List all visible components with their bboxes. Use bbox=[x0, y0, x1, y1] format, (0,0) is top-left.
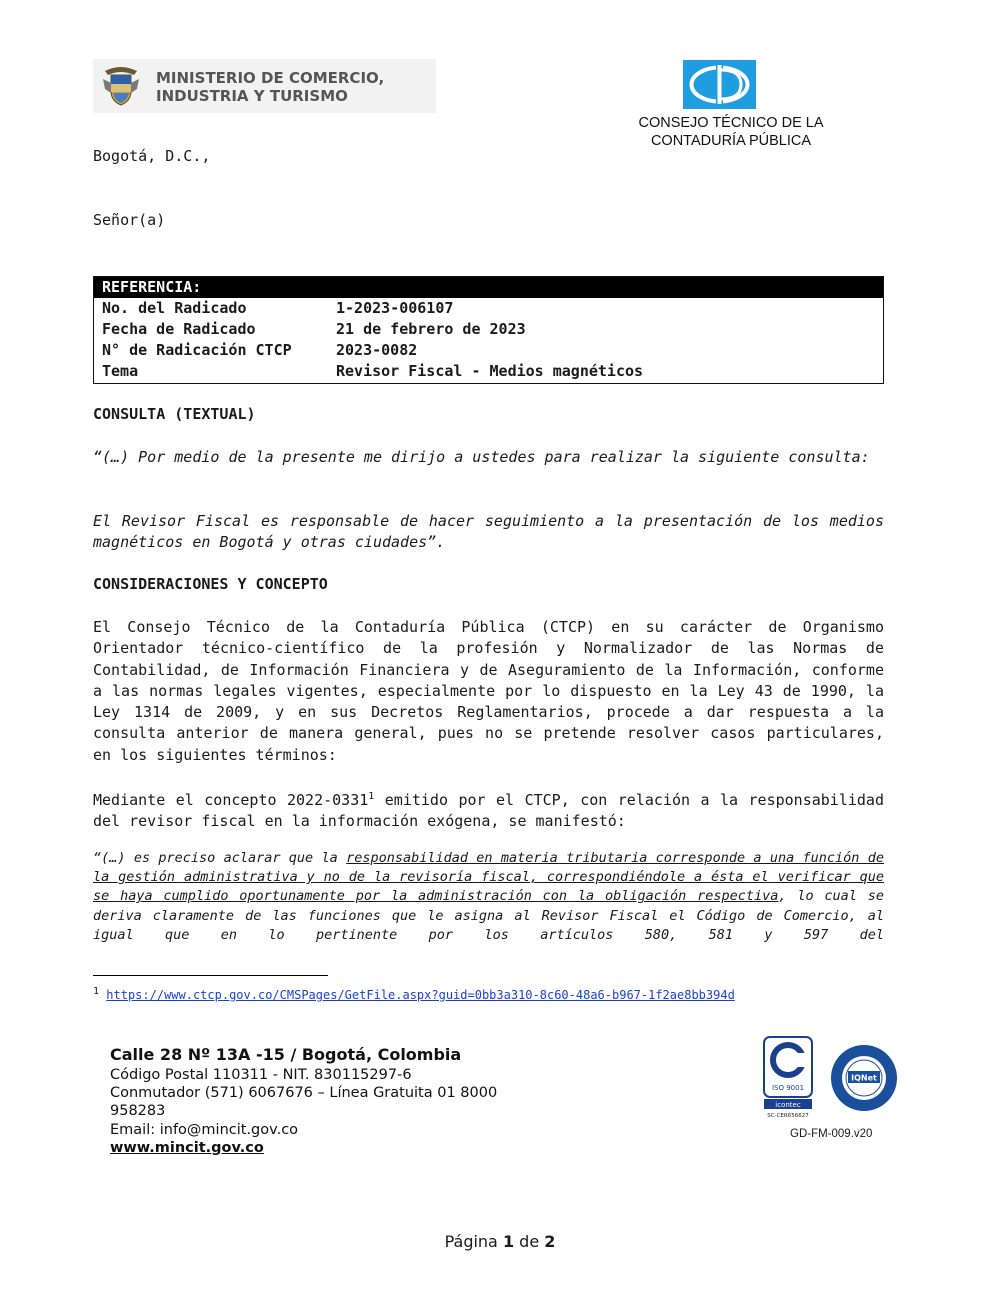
footnote bbox=[93, 986, 735, 1002]
ministry-name bbox=[156, 69, 384, 105]
paragraph-text: emitido por el CTCP, con relación a la responsabilidad del revisor fiscal en la información exógena, se manifestó: bbox=[93, 791, 884, 831]
reference-label: N° de Radicación CTCP bbox=[102, 341, 292, 359]
reference-heading: REFERENCIA: bbox=[94, 277, 883, 298]
ministry-name-line1: MINISTERIO DE COMERCIO, bbox=[156, 69, 385, 87]
address-postal: Código Postal 110311 - NIT. 830115297-6 bbox=[110, 1067, 412, 1083]
page-current: 1 bbox=[502, 1232, 515, 1251]
reference-row-radicado bbox=[94, 298, 883, 319]
reference-label: Tema bbox=[102, 362, 139, 380]
quote-text: “(…) es preciso aclarar que la bbox=[93, 850, 347, 866]
ctcp-name bbox=[620, 114, 842, 150]
consideraciones-paragraph-1: El Consejo Técnico de la Contaduría Pública (CTCP) en su carácter de Organismo Orientador técnico-científico de la profesión y Normalizador de las Normas de Contabilidad, de Información Financiera y de Aseguramiento de la Información, conforme a las normas legales vigentes, especialmente por lo dispuesto en la Ley 43 de 1990, la Ley 1314 de 2009, y en sus Decretos Reglamentarios, procede a dar respuesta a la consulta anterior de manera general, pues no se pretende resolver casos particulares, en los siguientes términos: bbox=[93, 618, 884, 764]
footer-address bbox=[110, 1044, 510, 1157]
page-middle: de bbox=[514, 1232, 545, 1251]
ctcp-name-line2: CONTADURÍA PÚBLICA bbox=[650, 133, 812, 149]
ministry-logo bbox=[93, 59, 436, 113]
page-prefix: Página bbox=[444, 1232, 503, 1251]
address-phone: Conmutador (571) 6067676 – Línea Gratuita 01 8000 958283 bbox=[110, 1085, 498, 1120]
consideraciones-heading: CONSIDERACIONES Y CONCEPTO bbox=[93, 575, 328, 593]
reference-row-fecha bbox=[94, 319, 883, 340]
reference-value: 21 de febrero de 2023 bbox=[336, 320, 526, 338]
quote-underlined-text: responsabilidad en materia tributaria corresponde a una función de la gestión administrativa y no de la revisoría fiscal, correspondiéndole a ésta el verificar que se haya cumplido oportunamente por la administración con la obligación respectiva bbox=[93, 850, 884, 905]
reference-value: Revisor Fiscal - Medios magnéticos bbox=[336, 362, 644, 380]
reference-table bbox=[93, 276, 884, 384]
consulta-heading: CONSULTA (TEXTUAL) bbox=[93, 405, 256, 423]
footnote-separator bbox=[93, 975, 328, 976]
footnote-number: 1 bbox=[93, 986, 100, 997]
reference-label: No. del Radicado bbox=[102, 299, 247, 317]
letter-place: Bogotá, D.C., bbox=[93, 147, 211, 165]
reference-value: 2023-0082 bbox=[336, 341, 418, 359]
quote-text: , lo cual se deriva claramente de las funciones que le asigna al Revisor Fiscal el Código de Comercio, al igual que en lo pertinente por los artículos 580, 581 y 597 del bbox=[93, 888, 884, 943]
footnote-reference: 1 bbox=[368, 791, 375, 802]
reference-label: Fecha de Radicado bbox=[102, 320, 256, 338]
reference-value: 1-2023-006107 bbox=[336, 299, 454, 317]
page-number bbox=[0, 1232, 1000, 1251]
iqnet-certification-icon bbox=[829, 1043, 899, 1113]
ctcp-name-line1: CONSEJO TÉCNICO DE LA bbox=[638, 115, 824, 131]
page-total: 2 bbox=[544, 1232, 556, 1251]
footnote-link[interactable]: https://www.ctcp.gov.co/CMSPages/GetFile.aspx?guid=0bb3a310-8c60-48a6-b967-1f2ae8bb394d bbox=[106, 988, 735, 1002]
colombia-coat-of-arms-icon bbox=[101, 65, 141, 107]
reference-row-tema bbox=[94, 361, 883, 382]
paragraph-text: Mediante el concepto 2022-0331 bbox=[93, 791, 369, 809]
address-email: Email: info@mincit.gov.co bbox=[110, 1121, 299, 1138]
reference-row-ctcp bbox=[94, 340, 883, 361]
consideraciones-paragraph-2 bbox=[93, 786, 884, 833]
iqnet-label: IQNet bbox=[851, 1073, 877, 1083]
iso-org: icontec bbox=[775, 1101, 801, 1109]
address-title: Calle 28 Nº 13A -15 / Bogotá, Colombia bbox=[110, 1045, 462, 1064]
website-link[interactable]: www.mincit.gov.co bbox=[110, 1139, 264, 1156]
letter-salutation: Señor(a) bbox=[93, 211, 166, 229]
consulta-paragraph-1: “(…) Por medio de la presente me dirijo a ustedes para realizar la siguiente consulta: bbox=[93, 448, 870, 466]
iso-cert: SC-CER656627 bbox=[767, 1113, 809, 1119]
form-code: GD-FM-009.v20 bbox=[790, 1128, 873, 1140]
ctcp-logo-icon bbox=[683, 60, 756, 109]
ministry-name-line2: INDUSTRIA Y TURISMO bbox=[156, 87, 348, 105]
quoted-concept bbox=[93, 849, 884, 945]
iso-label: ISO 9001 bbox=[771, 1084, 805, 1092]
consulta-paragraph-2: El Revisor Fiscal es responsable de hacer seguimiento a la presentación de los medios magnéticos en Bogotá y otras ciudades”. bbox=[93, 512, 884, 552]
icontec-iso-9001-icon bbox=[763, 1036, 813, 1120]
